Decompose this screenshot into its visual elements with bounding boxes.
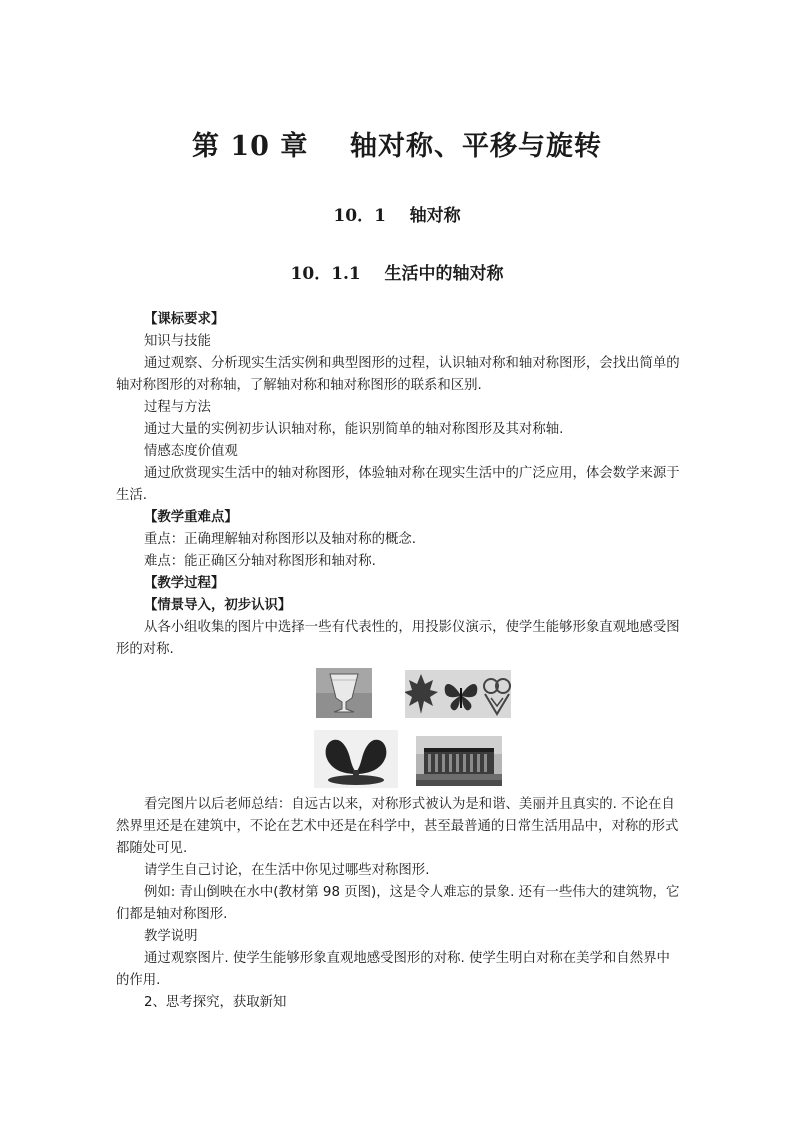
paragraph-scenario-intro: 从各小组收集的图片中选择一些有代表性的，用投影仪演示，使学生能够形象直观地感受图形的对称. (116, 620, 680, 657)
heading-teaching-notes: 教学说明 (144, 929, 198, 944)
doves-sculpture-photo (314, 730, 398, 788)
building-photo (416, 736, 502, 786)
heading-curriculum-requirements: 【课标要求】 (144, 312, 225, 327)
heading-process-method: 过程与方法 (144, 400, 211, 415)
paragraph-key-point: 重点：正确理解轴对称图形以及轴对称的概念. (144, 532, 417, 547)
document-body (116, 309, 682, 1014)
heading-scenario-intro: 【情景导入，初步认识】 (144, 598, 292, 613)
paragraph-difficult-point: 难点：能正确区分轴对称图形和轴对称. (144, 554, 376, 569)
paragraph-knowledge-skills: 通过观察、分析现实生活实例和典型图形的过程，认识轴对称和轴对称图形，会找出简单的轴对称图形的对称轴，了解轴对称和轴对称图形的联系和区别. (116, 356, 680, 393)
paragraph-emotion-attitude: 通过欣赏现实生活中的轴对称图形，体验轴对称在现实生活中的广泛应用，体会数学来源于生活. (116, 466, 680, 503)
figure-row-2 (116, 730, 682, 788)
glass-photo (316, 668, 372, 718)
chapter-title: 第 10 章 轴对称、平移与旋转 (192, 131, 602, 162)
heading-key-difficult-points: 【教学重难点】 (144, 510, 238, 525)
subsection-title: 10．1.1 生活中的轴对称 (290, 264, 504, 284)
heading-teaching-process: 【教学过程】 (144, 576, 225, 591)
paragraph-student-discussion: 请学生自己讨论，在生活中你见过哪些对称图形. (144, 863, 430, 878)
paragraph-think-explore: 2、思考探究，获取新知 (144, 995, 287, 1010)
heading-emotion-attitude: 情感态度价值观 (144, 444, 238, 459)
paragraph-process-method: 通过大量的实例初步认识轴对称，能识别简单的轴对称图形及其对称轴. (144, 422, 564, 437)
paragraph-teacher-summary: 看完图片以后老师总结：自远古以来，对称形式被认为是和谐、美丽并且真实的. 不论在自然界里还是在建筑中，不论在艺术中还是在科学中，甚至最普通的日常生活用品中，对称的形式都随处可见. (116, 797, 679, 856)
leaf-butterfly-pattern-photo (405, 670, 511, 718)
section-title: 10．1 轴对称 (333, 206, 461, 226)
figure-row-1 (116, 668, 682, 724)
heading-knowledge-skills: 知识与技能 (144, 334, 211, 349)
paragraph-teaching-notes: 通过观察图片. 使学生能够形象直观地感受图形的对称. 使学生明白对称在美学和自然界中的作用. (116, 951, 670, 988)
paragraph-example: 例如: 青山倒映在水中(教材第 98 页图)，这是令人难忘的景象. 还有一些伟大的建筑物，它们都是轴对称图形. (116, 885, 680, 922)
